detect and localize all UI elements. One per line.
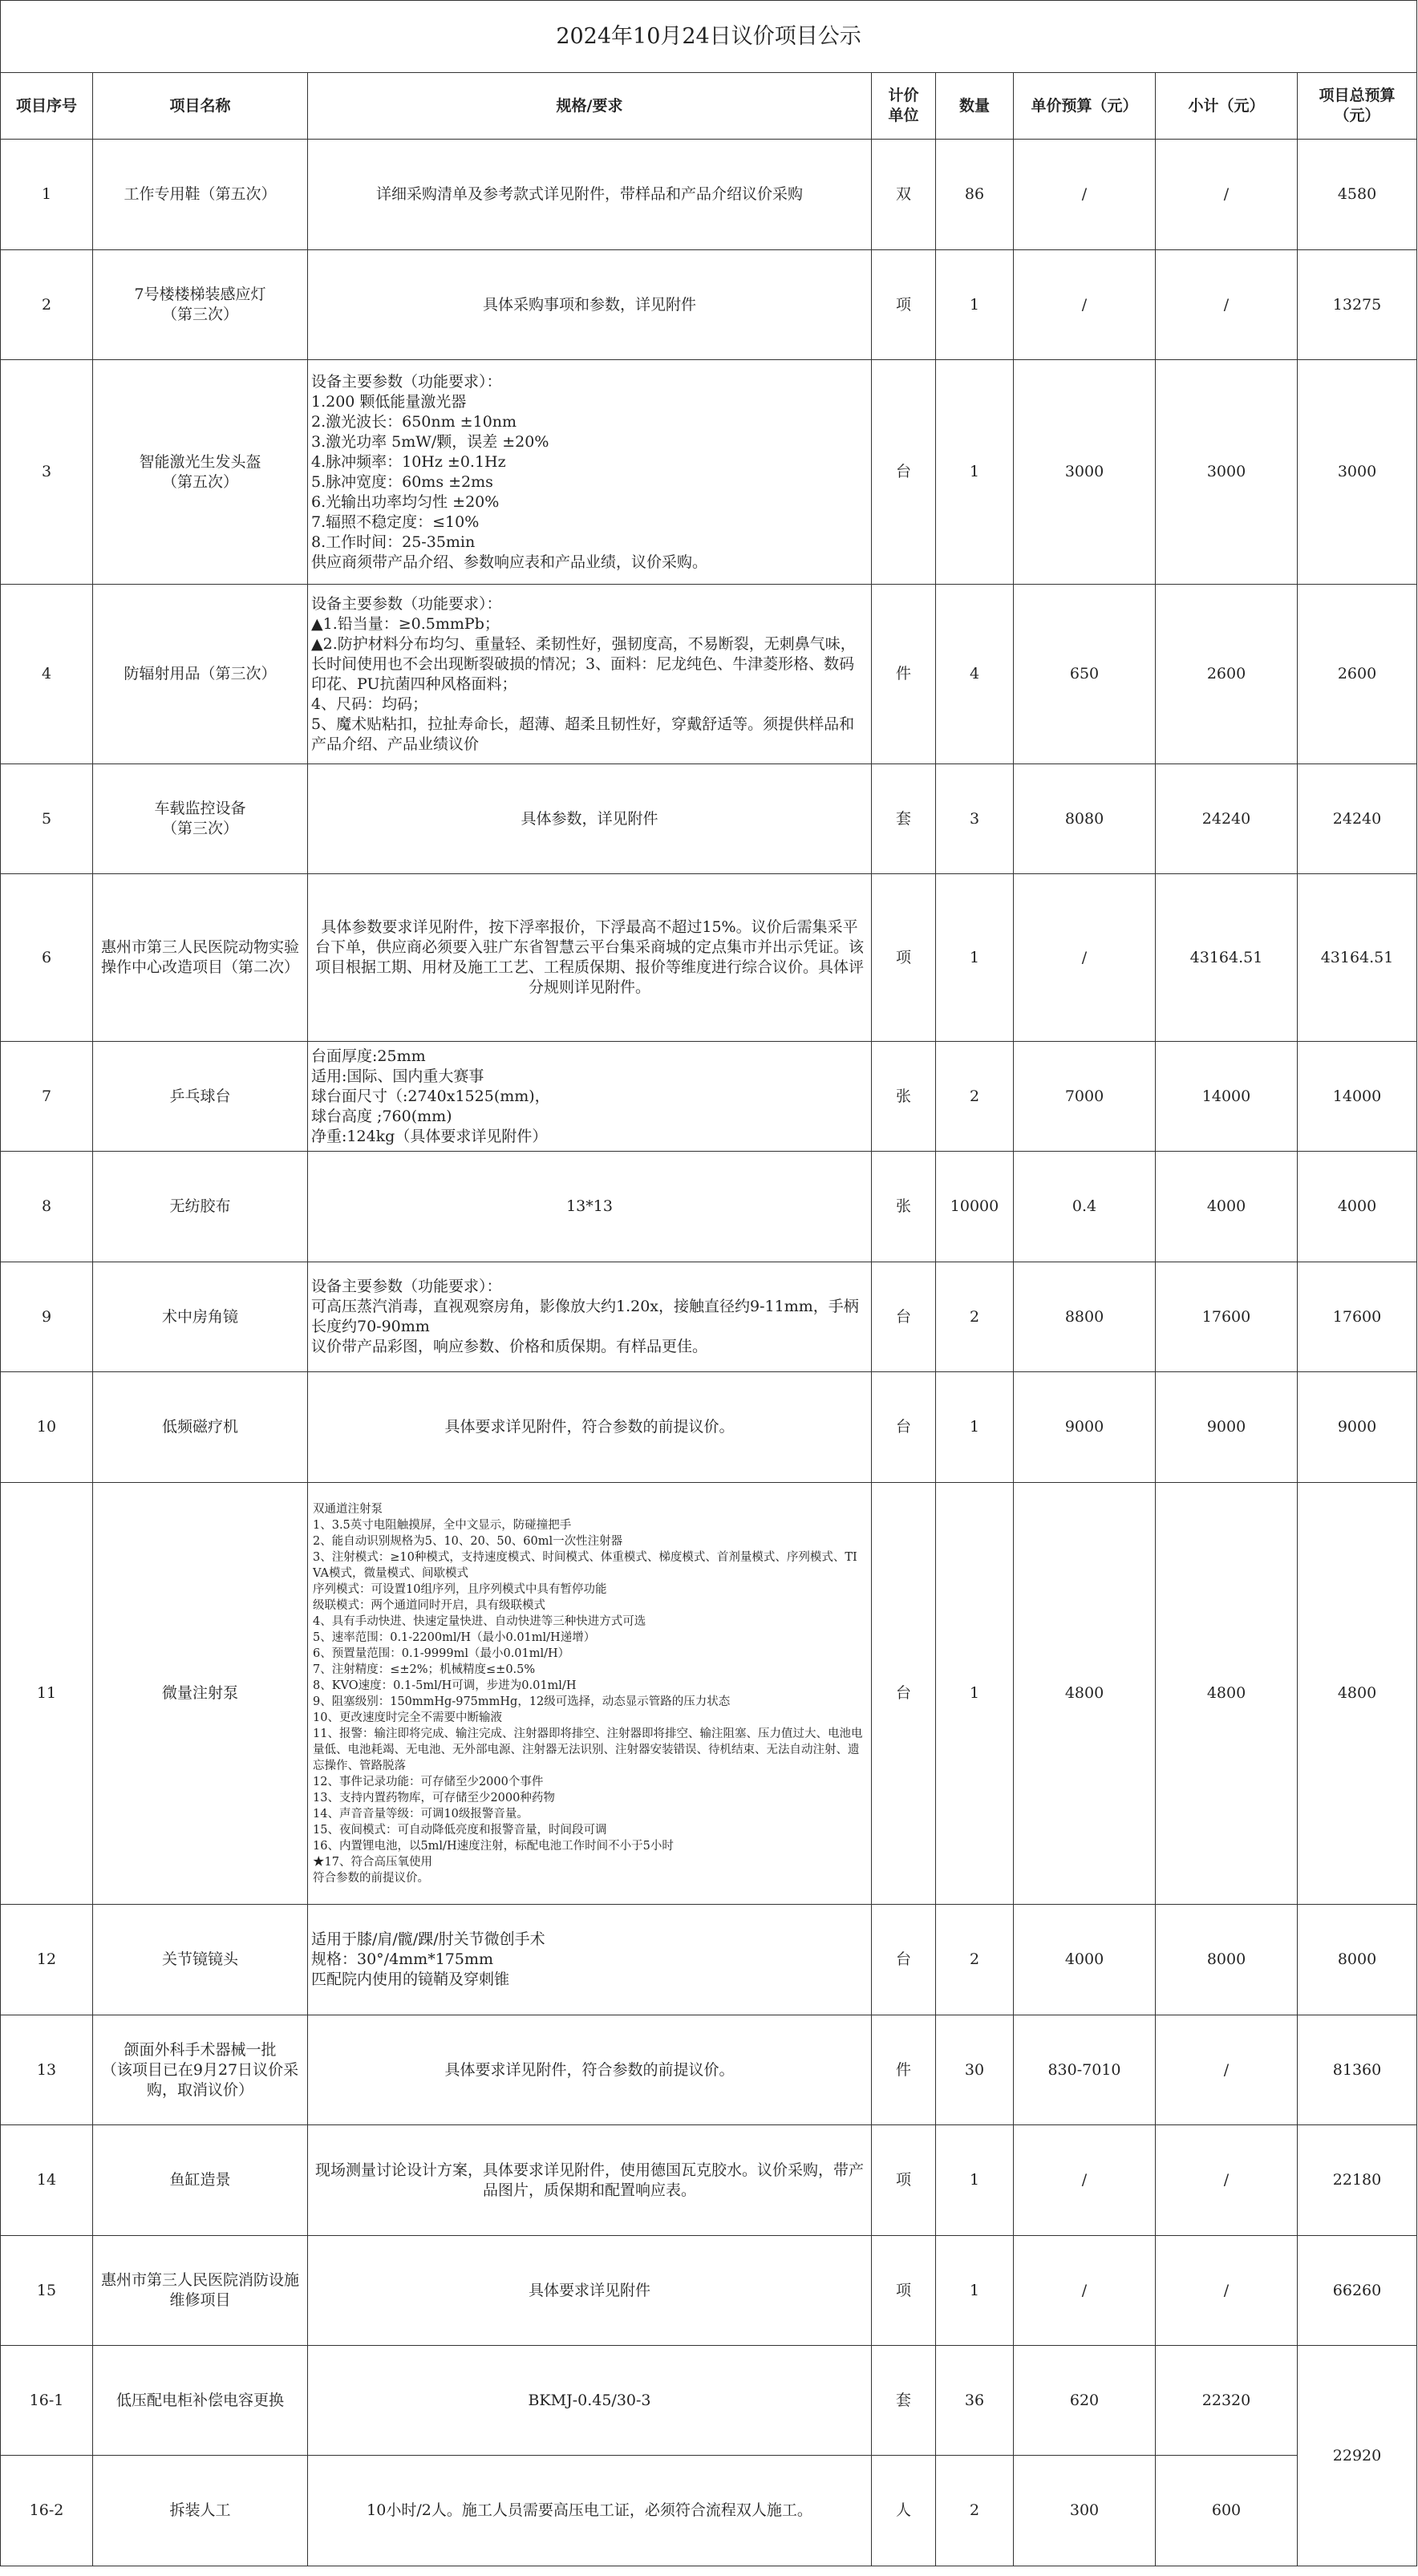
- spec-line: 球台面尺寸（:2740x1525(mm)，: [311, 1087, 550, 1105]
- table-row: [1, 585, 1417, 764]
- header-name: 项目名称: [93, 73, 308, 140]
- row-name: 颌面外科手术器械一批 （该项目已在9月27日议价采购，取消议价）: [93, 2015, 308, 2125]
- row-subtotal: 3000: [1156, 360, 1298, 585]
- row-unit: 件: [872, 585, 936, 764]
- row-price: 0.4: [1014, 1152, 1156, 1262]
- spec-line: 序列模式：可设置10组序列，且序列模式中具有暂停功能: [313, 1582, 607, 1596]
- row-subtotal: 14000: [1156, 1042, 1298, 1152]
- spec-line: ▲2.防护材料分布均匀、重量轻、柔韧性好，强韧度高，不易断裂，无刺鼻气味，长时间使用也不会出现断裂破损的情况；3、面料：尼龙纯色、牛津菱形格、数码印花、PU抗菌四种风格面料；: [311, 634, 856, 693]
- table-row: [1, 250, 1417, 360]
- spec-line: 6.光输出功率均匀性 ±20%: [311, 492, 500, 511]
- spec-line: 符合参数的前提议价。: [313, 1871, 429, 1885]
- row-total: 3000: [1298, 360, 1417, 585]
- spec-line: 5.脉冲宽度：60ms ±2ms: [311, 472, 493, 491]
- table-row: [1, 2236, 1417, 2346]
- spec-line: 2.激光波长：650nm ±10nm: [311, 412, 517, 431]
- row-unit: 台: [872, 1372, 936, 1483]
- row-unit: 双: [872, 140, 936, 250]
- row-name: 防辐射用品（第三次）: [93, 585, 308, 764]
- row-total: 4580: [1298, 140, 1417, 250]
- row-name: 低频磁疗机: [93, 1372, 308, 1483]
- row-total: 81360: [1298, 2015, 1417, 2125]
- row-subtotal: 600: [1156, 2456, 1298, 2566]
- row-no: 2: [1, 250, 93, 360]
- spec-line: 12、事件记录功能：可存储至少2000个事件: [313, 1775, 544, 1788]
- header-row: [1, 73, 1417, 140]
- spec-line: 双通道注射泵: [313, 1502, 383, 1516]
- row-price: 4800: [1014, 1483, 1156, 1905]
- row-no: 6: [1, 874, 93, 1042]
- table-row: [1, 1042, 1417, 1152]
- row-subtotal: 43164.51: [1156, 874, 1298, 1042]
- row-subtotal: 4800: [1156, 1483, 1298, 1905]
- row-name: 鱼缸造景: [93, 2125, 308, 2236]
- row-price: /: [1014, 140, 1156, 250]
- header-total: 项目总预算 （元）: [1298, 73, 1417, 140]
- table-row: [1, 1905, 1417, 2015]
- spec-line: 可高压蒸汽消毒，直视观察房角，影像放大约1.20x，接触直径约9-11mm，手柄长度约70-90mm: [311, 1298, 859, 1335]
- row-unit: 项: [872, 874, 936, 1042]
- row-qty: 1: [936, 2236, 1014, 2346]
- spec-line: 议价带产品彩图，响应参数、价格和质保期。有样品更佳。: [311, 1338, 708, 1355]
- row-price: /: [1014, 2125, 1156, 2236]
- row-price: 650: [1014, 585, 1156, 764]
- spec-line: 11、报警：输注即将完成、输注完成、注射器即将排空、注射器即将排空、输注阻塞、压力值过大、电池电量低、电池耗竭、无电池、无外部电源、注射器无法识别、注射器安装错误、待机结束、无法自动注射、遗忘操作、管路脱落: [313, 1727, 863, 1772]
- row-price: 8080: [1014, 764, 1156, 874]
- table-body: [1, 140, 1417, 2566]
- header-qty: 数量: [936, 73, 1014, 140]
- row-qty: 1: [936, 250, 1014, 360]
- row-qty: 4: [936, 585, 1014, 764]
- spec-line: 球台高度 ;760(mm): [311, 1107, 452, 1125]
- row-qty: 3: [936, 764, 1014, 874]
- row-qty: 10000: [936, 1152, 1014, 1262]
- row-no: 11: [1, 1483, 93, 1905]
- spec-line: 设备主要参数（功能要求）：: [311, 1278, 502, 1295]
- row-unit: 套: [872, 764, 936, 874]
- row-spec: [308, 1042, 872, 1152]
- row-no: 16-2: [1, 2456, 93, 2566]
- row-spec: 具体要求详见附件: [308, 2236, 872, 2346]
- row-spec: 具体要求详见附件，符合参数的前提议价。: [308, 1372, 872, 1483]
- row-total: 4800: [1298, 1483, 1417, 1905]
- row-subtotal: 4000: [1156, 1152, 1298, 1262]
- spec-line: 设备主要参数（功能要求）：: [311, 594, 502, 613]
- row-price: 9000: [1014, 1372, 1156, 1483]
- row-unit: 台: [872, 1905, 936, 2015]
- row-price: /: [1014, 250, 1156, 360]
- row-spec: [308, 360, 872, 585]
- row-price: 8800: [1014, 1262, 1156, 1372]
- row-name: 乒乓球台: [93, 1042, 308, 1152]
- row-no: 3: [1, 360, 93, 585]
- row-price: 300: [1014, 2456, 1156, 2566]
- spec-line: 14、声音音量等级：可调10级报警音量。: [313, 1807, 529, 1821]
- table-row: [1, 2456, 1417, 2566]
- row-total: 17600: [1298, 1262, 1417, 1372]
- header-no: 项目序号: [1, 73, 93, 140]
- row-name: 拆装人工: [93, 2456, 308, 2566]
- row-unit: 台: [872, 360, 936, 585]
- row-total: 4000: [1298, 1152, 1417, 1262]
- row-spec: [308, 1483, 872, 1905]
- row-price: /: [1014, 874, 1156, 1042]
- row-spec: 详细采购清单及参考款式详见附件，带样品和产品介绍议价采购: [308, 140, 872, 250]
- spec-line: 8.工作时间：25-35min: [311, 533, 476, 551]
- row-subtotal: 9000: [1156, 1372, 1298, 1483]
- spec-line: 4、尺码：均码；: [311, 695, 428, 713]
- row-spec: 10小时/2人。施工人员需要高压电工证，必须符合流程双人施工。: [308, 2456, 872, 2566]
- spec-line: 13、支持内置药物库，可存储至少2000种药物: [313, 1791, 555, 1804]
- row-no: 12: [1, 1905, 93, 2015]
- table-row: [1, 1152, 1417, 1262]
- spec-line: 规格：30°/4mm*175mm: [311, 1950, 493, 1968]
- spec-line: 7.辐照不稳定度：≤10%: [311, 512, 480, 531]
- header-unit: 计价 单位: [872, 73, 936, 140]
- spec-line: 台面厚度:25mm: [311, 1047, 426, 1065]
- row-qty: 1: [936, 2125, 1014, 2236]
- row-unit: 张: [872, 1042, 936, 1152]
- row-no: 10: [1, 1372, 93, 1483]
- row-spec: [308, 585, 872, 764]
- row-spec: 具体参数，详见附件: [308, 764, 872, 874]
- row-no: 14: [1, 2125, 93, 2236]
- page-title: 2024年10月24日议价项目公示: [1, 1, 1417, 73]
- row-price: 4000: [1014, 1905, 1156, 2015]
- row-no: 8: [1, 1152, 93, 1262]
- row-qty: 1: [936, 874, 1014, 1042]
- row-subtotal: 2600: [1156, 585, 1298, 764]
- row-spec: 具体参数要求详见附件，按下浮率报价，下浮最高不超过15%。议价后需集采平台下单，供应商必须要入驻广东省智慧云平台集采商城的定点集市并出示凭证。该项目根据工期、用材及施工工艺、工程质保期、报价等维度进行综合议价。具体评分规则详见附件。: [308, 874, 872, 1042]
- spec-line: 7、注射精度：≤±2%；机械精度≤±0.5%: [313, 1663, 536, 1676]
- spec-line: 15、夜间模式：可自动降低亮度和报警音量，时间段可调: [313, 1823, 607, 1837]
- row-name: 智能激光生发头盔 （第五次）: [93, 360, 308, 585]
- row-price: 3000: [1014, 360, 1156, 585]
- spec-line: 4、具有手动快进、快速定量快进、自动快进等三种快进方式可选: [313, 1614, 646, 1628]
- row-name: 工作专用鞋（第五次）: [93, 140, 308, 250]
- row-subtotal: /: [1156, 140, 1298, 250]
- row-unit: 张: [872, 1152, 936, 1262]
- spec-line: 净重:124kg（具体要求详见附件）: [311, 1127, 548, 1145]
- table-row: [1, 140, 1417, 250]
- row-qty: 1: [936, 1372, 1014, 1483]
- row-spec: BKMJ-0.45/30-3: [308, 2346, 872, 2456]
- row-total: 24240: [1298, 764, 1417, 874]
- row-subtotal: 17600: [1156, 1262, 1298, 1372]
- row-unit: 套: [872, 2346, 936, 2456]
- row-total: 8000: [1298, 1905, 1417, 2015]
- spec-line: 3.激光功率 5mW/颗，误差 ±20%: [311, 432, 549, 451]
- spec-line: 4.脉冲频率：10Hz ±0.1Hz: [311, 452, 506, 471]
- row-subtotal: /: [1156, 2125, 1298, 2236]
- row-name: 术中房角镜: [93, 1262, 308, 1372]
- row-spec: 现场测量讨论设计方案，具体要求详见附件，使用德国瓦克胶水。议价采购，带产品图片，质保期和配置响应表。: [308, 2125, 872, 2236]
- spec-line: 16、内置锂电池，以5ml/H速度注射，标配电池工作时间不小于5小时: [313, 1839, 674, 1853]
- row-unit: 人: [872, 2456, 936, 2566]
- row-qty: 2: [936, 2456, 1014, 2566]
- row-unit: 项: [872, 2125, 936, 2236]
- row-price: /: [1014, 2236, 1156, 2346]
- row-total: 14000: [1298, 1042, 1417, 1152]
- table-row: [1, 360, 1417, 585]
- spec-line: 5、速率范围：0.1-2200ml/H（最小0.01ml/H递增）: [313, 1630, 596, 1644]
- spec-line: 5、魔术贴粘扣，拉扯寿命长，超薄、超柔且韧性好，穿戴舒适等。须提供样品和产品介绍、产品业绩议价: [311, 715, 855, 753]
- spec-line: 8、KVO速度：0.1-5ml/H可调，步进为0.01ml/H: [313, 1679, 577, 1692]
- row-no: 9: [1, 1262, 93, 1372]
- spec-line: 3、注射模式：≥10种模式，支持速度模式、时间模式、体重模式、梯度模式、首剂量模式、序列模式、TIVA模式，微量模式、间歇模式: [313, 1550, 857, 1580]
- row-no: 13: [1, 2015, 93, 2125]
- row-qty: 36: [936, 2346, 1014, 2456]
- spec-line: 1.200 颗低能量激光器: [311, 392, 467, 411]
- row-spec: [308, 1905, 872, 2015]
- row-name: 车载监控设备 （第三次）: [93, 764, 308, 874]
- table-row: [1, 2125, 1417, 2236]
- spec-line: 1、3.5英寸电阻触摸屏，全中文显示，防碰撞把手: [313, 1518, 572, 1532]
- row-total: 43164.51: [1298, 874, 1417, 1042]
- spec-line: 适用:国际、国内重大赛事: [311, 1067, 484, 1085]
- row-no: 4: [1, 585, 93, 764]
- row-unit: 台: [872, 1483, 936, 1905]
- row-total: 9000: [1298, 1372, 1417, 1483]
- spec-line: 级联模式：两个通道同时开启，具有级联模式: [313, 1598, 545, 1612]
- row-qty: 1: [936, 360, 1014, 585]
- row-unit: 件: [872, 2015, 936, 2125]
- row-name: 惠州市第三人民医院动物实验操作中心改造项目（第二次）: [93, 874, 308, 1042]
- row-no: 7: [1, 1042, 93, 1152]
- row-no: 1: [1, 140, 93, 250]
- row-total: 2600: [1298, 585, 1417, 764]
- row-spec: [308, 1262, 872, 1372]
- row-no: 5: [1, 764, 93, 874]
- row-name: 7号楼楼梯装感应灯 （第三次）: [93, 250, 308, 360]
- header-spec: 规格/要求: [308, 73, 872, 140]
- row-name: 无纺胶布: [93, 1152, 308, 1262]
- row-qty: 2: [936, 1262, 1014, 1372]
- row-total: 13275: [1298, 250, 1417, 360]
- table-row: [1, 1372, 1417, 1483]
- row-qty: 2: [936, 1042, 1014, 1152]
- table-row: [1, 764, 1417, 874]
- spec-line: ▲1.铅当量：≥0.5mmPb；: [311, 614, 500, 633]
- row-spec: 具体要求详见附件，符合参数的前提议价。: [308, 2015, 872, 2125]
- row-name: 关节镜镜头: [93, 1905, 308, 2015]
- spec-line: 6、预置量范围：0.1-9999ml（最小0.01ml/H）: [313, 1646, 570, 1660]
- row-qty: 1: [936, 1483, 1014, 1905]
- row-qty: 86: [936, 140, 1014, 250]
- row-unit: 项: [872, 2236, 936, 2346]
- row-total: 66260: [1298, 2236, 1417, 2346]
- spec-line: 供应商须带产品介绍、参数响应表和产品业绩，议价采购。: [311, 553, 708, 571]
- row-spec: 具体采购事项和参数，详见附件: [308, 250, 872, 360]
- table-row: [1, 874, 1417, 1042]
- spec-line: 9、阻塞级别：150mmHg-975mmHg，12级可选择，动态显示管路的压力状态: [313, 1695, 731, 1708]
- row-subtotal: 8000: [1156, 1905, 1298, 2015]
- row-subtotal: 24240: [1156, 764, 1298, 874]
- table-row: [1, 1262, 1417, 1372]
- row-price: 830-7010: [1014, 2015, 1156, 2125]
- row-qty: 30: [936, 2015, 1014, 2125]
- row-total: 22920: [1298, 2346, 1417, 2566]
- row-price: 7000: [1014, 1042, 1156, 1152]
- row-unit: 项: [872, 250, 936, 360]
- row-no: 16-1: [1, 2346, 93, 2456]
- spec-line: 适用于膝/肩/髋/踝/肘关节微创手术: [311, 1930, 545, 1948]
- row-subtotal: /: [1156, 2236, 1298, 2346]
- spec-line: 匹配院内使用的镜鞘及穿刺锥: [311, 1970, 510, 1988]
- spec-line: 10、更改速度时完全不需要中断输液: [313, 1711, 502, 1724]
- row-name: 微量注射泵: [93, 1483, 308, 1905]
- row-no: 15: [1, 2236, 93, 2346]
- row-price: 620: [1014, 2346, 1156, 2456]
- row-subtotal: /: [1156, 250, 1298, 360]
- table-row: [1, 1483, 1417, 1905]
- row-spec: 13*13: [308, 1152, 872, 1262]
- row-subtotal: /: [1156, 2015, 1298, 2125]
- header-price: 单价预算（元）: [1014, 73, 1156, 140]
- table-row: [1, 2346, 1417, 2456]
- row-name: 惠州市第三人民医院消防设施维修项目: [93, 2236, 308, 2346]
- header-subtotal: 小计（元）: [1156, 73, 1298, 140]
- table-row: [1, 2015, 1417, 2125]
- row-qty: 2: [936, 1905, 1014, 2015]
- spec-line: 设备主要参数（功能要求）：: [311, 372, 502, 391]
- spec-line: 2、能自动识别规格为5、10、20、50、60ml一次性注射器: [313, 1534, 623, 1548]
- spec-line: ★17、符合高压氧使用: [313, 1855, 432, 1869]
- row-total: 22180: [1298, 2125, 1417, 2236]
- row-subtotal: 22320: [1156, 2346, 1298, 2456]
- row-unit: 台: [872, 1262, 936, 1372]
- row-name: 低压配电柜补偿电容更换: [93, 2346, 308, 2456]
